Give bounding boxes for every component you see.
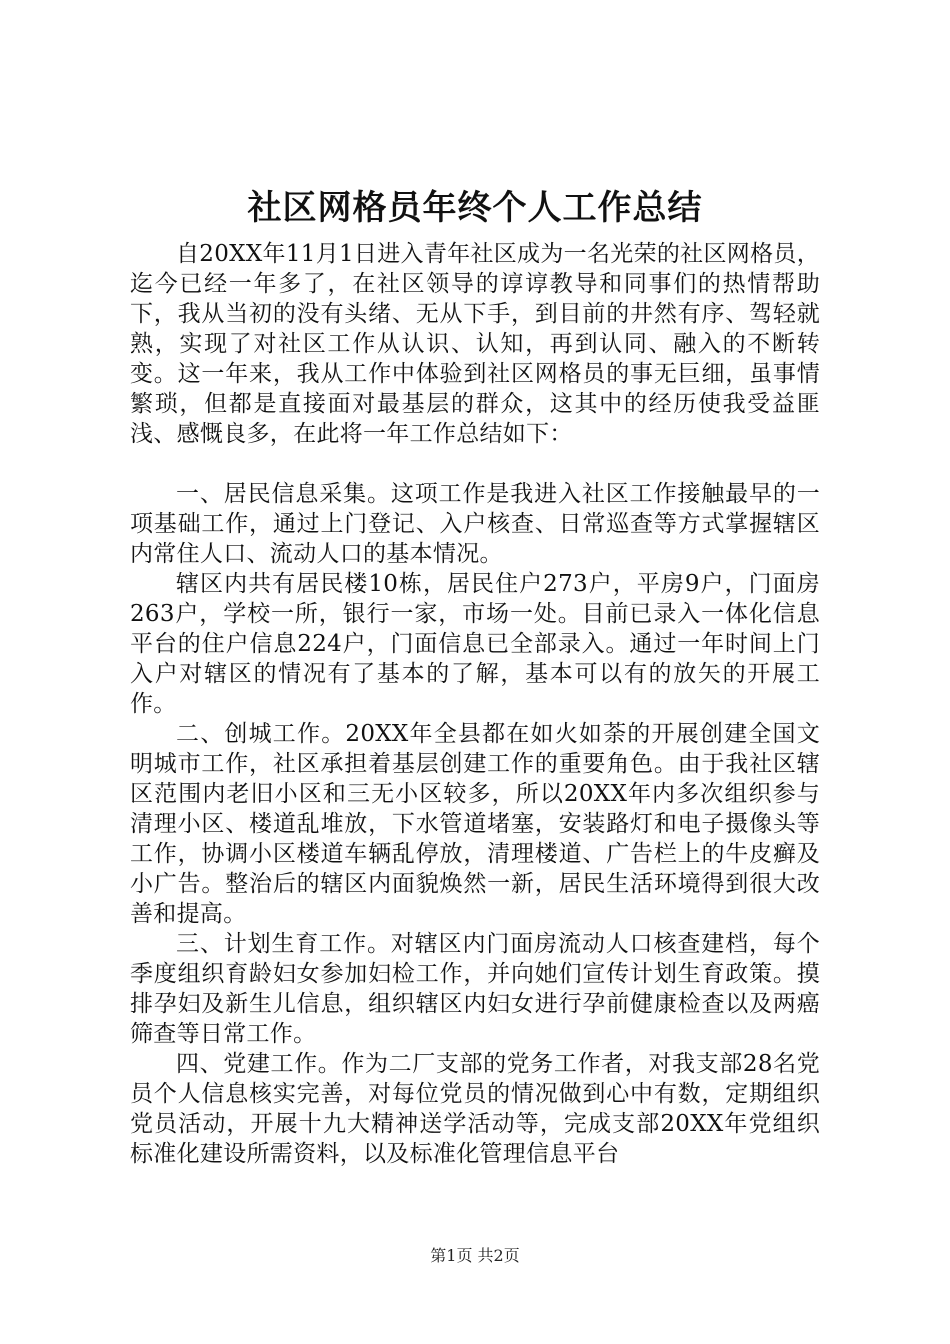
document-title: 社区网格员年终个人工作总结 — [247, 188, 703, 228]
page-footer: 第1页 共2页 — [430, 1246, 520, 1265]
paragraph-section-1-details: 辖区内共有居民楼10栋，居民住户273户，平房9户，门面房263户，学校一所，银行一家，市场一处。目前已录入一体化信息平台的住户信息224户，门面信息已全部录入。通过一年时间上门入户对辖区的情况有了基本的了解，基本可以有的放矢的开展工作。 — [130, 571, 820, 717]
paragraph-section-2: 二、创城工作。20XX年全县都在如火如荼的开展创建全国文明城市工作，社区承担着基层创建工作的重要角色。由于我社区辖区范围内老旧小区和三无小区较多，所以20XX年内多次组织参与清理小区、楼道乱堆放，下水管道堵塞，安装路灯和电子摄像头等工作，协调小区楼道车辆乱停放，清理楼道、广告栏上的牛皮癣及小广告。整治后的辖区内面貌焕然一新，居民生活环境得到很大改善和提高。 — [130, 721, 820, 927]
document-body — [130, 239, 820, 1169]
paragraph-intro: 自20XX年11月1日进入青年社区成为一名光荣的社区网格员，迄今已经一年多了，在社区领导的谆谆教导和同事们的热情帮助下，我从当初的没有头绪、无从下手，到目前的井然有序、驾轻就熟，实现了对社区工作从认识、认知，再到认同、融入的不断转变。这一年来，我从工作中体验到社区网格员的事无巨细，虽事情繁琐，但都是直接面对最基层的群众，这其中的经历使我受益匪浅、感慨良多，在此将一年工作总结如下： — [130, 241, 820, 447]
paragraph-section-4: 四、党建工作。作为二厂支部的党务工作者，对我支部28名党员个人信息核实完善，对每位党员的情况做到心中有数，定期组织党员活动，开展十九大精神送学活动等，完成支部20XX年党组织标准化建设所需资料，以及标准化管理信息平台 — [130, 1051, 820, 1167]
paragraph-section-3: 三、计划生育工作。对辖区内门面房流动人口核查建档，每个季度组织育龄妇女参加妇检工作，并向她们宣传计划生育政策。摸排孕妇及新生儿信息，组织辖区内妇女进行孕前健康检查以及两癌筛查等日常工作。 — [130, 931, 820, 1047]
paragraph-section-1: 一、居民信息采集。这项工作是我进入社区工作接触最早的一项基础工作，通过上门登记、入户核查、日常巡查等方式掌握辖区内常住人口、流动人口的基本情况。 — [130, 481, 820, 567]
